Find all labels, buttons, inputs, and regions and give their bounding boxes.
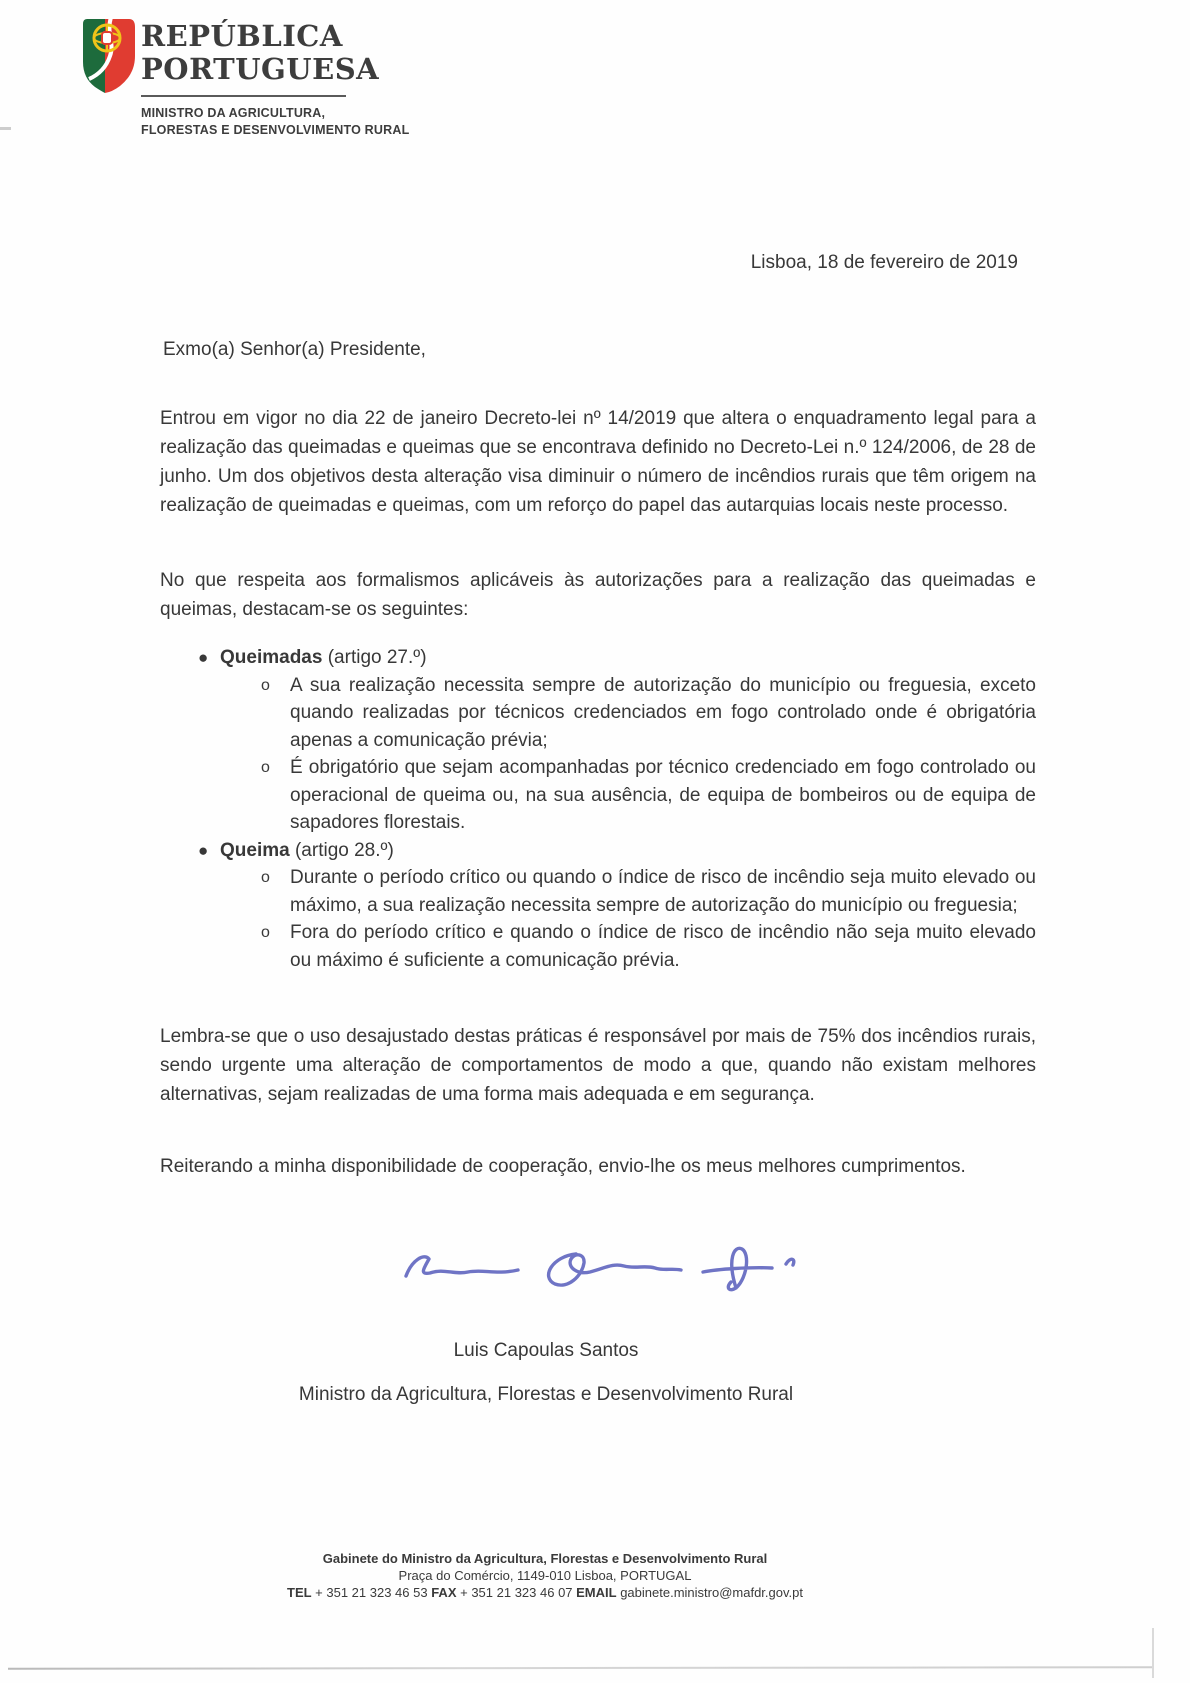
signer-name: Luis Capoulas Santos bbox=[453, 1340, 639, 1361]
signature-stroke-2 bbox=[549, 1254, 681, 1285]
header-divider bbox=[141, 95, 346, 97]
circle-bullet-icon: o bbox=[261, 676, 270, 694]
ministry-name-line1: MINISTRO DA AGRICULTURA, bbox=[141, 106, 326, 120]
circle-bullet-icon: o bbox=[261, 924, 270, 941]
list-item-suffix: (artigo 27.º) bbox=[322, 647, 427, 668]
subitem-text: Durante o período crítico ou quando o índice de risco de incêndio seja muito elevado ou máximo, a sua realização necessita sempre de autorização do município ou freguesia; bbox=[290, 867, 1036, 916]
signature-stroke-1 bbox=[406, 1257, 518, 1276]
email-value: gabinete.ministro@mafdr.gov.pt bbox=[616, 1585, 803, 1600]
header-wordmark bbox=[141, 20, 409, 138]
circle-bullet-icon: o bbox=[261, 869, 270, 886]
subitem-text: É obrigatório que sejam acompanhadas por técnico credenciado em fogo controlado ou operacional de queima ou, na sua ausência, de equipa de bombeiros ou de equipa de sapadores florestais. bbox=[290, 757, 1036, 833]
list-subitem bbox=[160, 754, 1036, 837]
flag-green-half bbox=[83, 19, 105, 93]
handwritten-signature bbox=[398, 1238, 803, 1308]
list-item-queimadas bbox=[160, 644, 1036, 672]
signer-title: Ministro da Agricultura, Florestas e Desenvolvimento Rural bbox=[298, 1384, 794, 1405]
subitem-text: A sua realização necessita sempre de autorização do município ou freguesia, exceto quando realizadas por técnicos credenciados em fogo controlado onde é obrigatória apenas a comunicação prévia; bbox=[290, 674, 1036, 751]
email-label: EMAIL bbox=[576, 1585, 617, 1600]
tel-label: TEL bbox=[287, 1585, 312, 1600]
list-item-title: Queima bbox=[220, 839, 290, 861]
ministry-name-line2: FLORESTAS E DESENVOLVIMENTO RURAL bbox=[141, 123, 410, 137]
list-item-queima bbox=[160, 837, 1036, 865]
footer-office-line: Gabinete do Ministro da Agricultura, Florestas e Desenvolvimento Rural bbox=[322, 1551, 768, 1566]
circle-bullet-icon: o bbox=[261, 759, 270, 776]
scan-artifact-left-mark bbox=[0, 127, 11, 130]
bullet-list bbox=[160, 644, 1036, 974]
signature-stroke-3 bbox=[703, 1248, 772, 1289]
wordmark-line2: PORTUGUESA bbox=[141, 52, 380, 86]
footer-contacts-line bbox=[60, 1584, 1030, 1601]
list-subitem bbox=[160, 672, 1036, 755]
paragraph-warning: Lembra-se que o uso desajustado destas práticas é responsável por mais de 75% dos incêndios rurais, sendo urgente uma alteração de comportamentos de modo a que, quando não existam melhores alternativas, sejam realizadas de uma forma mais adequada e em segurança. bbox=[160, 1026, 1036, 1105]
footer-address-line: Praça do Comércio, 1149-010 Lisboa, PORTUGAL bbox=[398, 1568, 692, 1583]
salutation: Exmo(a) Senhor(a) Presidente, bbox=[163, 339, 426, 360]
scan-artifact-bottom-line bbox=[8, 1666, 1154, 1670]
portugal-flag-logo-icon bbox=[80, 16, 138, 94]
list-item-title: Queimadas bbox=[220, 647, 323, 668]
wordmark-line1: REPÚBLICA bbox=[141, 19, 343, 53]
shield-icon bbox=[102, 32, 112, 44]
paragraph-formalisms: No que respeita aos formalismos aplicáveis às autorizações para a realização das queimadas e queimas, destacam-se os seguintes: bbox=[160, 570, 1036, 620]
bullet-icon: ● bbox=[198, 648, 209, 667]
date-line: Lisboa, 18 de fevereiro de 2019 bbox=[750, 252, 1018, 273]
list-subitem bbox=[160, 864, 1036, 919]
signature-stroke-4 bbox=[786, 1259, 794, 1265]
paragraph-closing: Reiterando a minha disponibilidade de cooperação, envio-lhe os meus melhores cumprimentos. bbox=[160, 1156, 966, 1177]
tel-value: + 351 21 323 46 53 bbox=[311, 1585, 432, 1600]
paragraph-intro: Entrou em vigor no dia 22 de janeiro Decreto-lei nº 14/2019 que altera o enquadramento legal para a realização das queimadas e queimas que se encontrava definido no Decreto-Lei n.º 124/2006, de 28 de junho. Um dos objetivos desta alteração visa diminuir o número de incêndios rurais que têm origem na realização de queimadas e queimas, com um reforço do papel das autarquias locais neste processo. bbox=[160, 408, 1036, 516]
footer-block bbox=[60, 1550, 1030, 1601]
list-subitem bbox=[160, 919, 1036, 974]
list-item-suffix: (artigo 28.º) bbox=[289, 839, 394, 861]
fax-label: FAX bbox=[431, 1585, 457, 1600]
subitem-text: Fora do período crítico e quando o índice de risco de incêndio não seja muito elevado ou máximo é suficiente a comunicação prévia. bbox=[290, 922, 1036, 971]
fax-value: + 351 21 323 46 07 bbox=[456, 1585, 577, 1600]
bullet-icon: ● bbox=[198, 840, 209, 860]
scan-artifact-right-edge bbox=[1152, 1628, 1154, 1678]
